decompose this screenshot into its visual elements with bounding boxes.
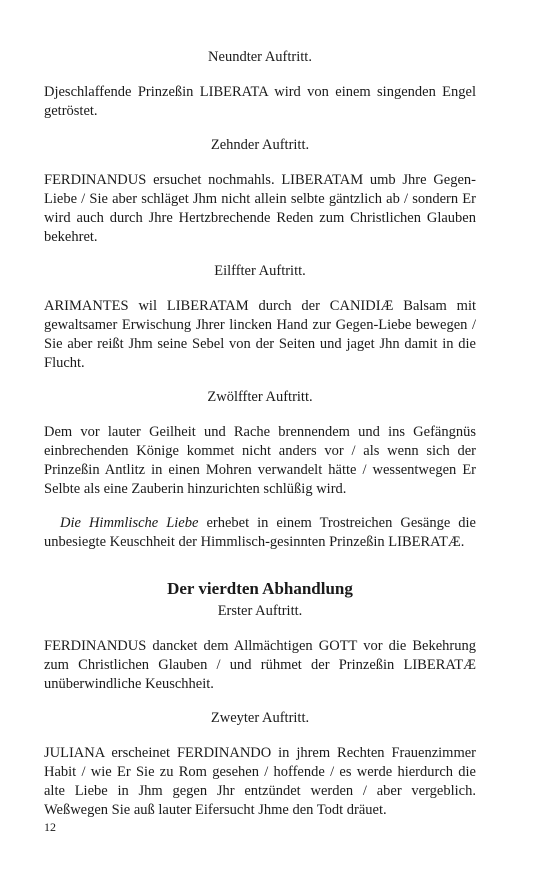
page-content [44, 48, 476, 820]
scene-heading-9: Neundter Auftritt. [208, 49, 312, 65]
scene-summary-12: Dem vor lauter Geilheit und Rache brennendem und ins Gefängnüs einbrechenden Könige kommet nicht anders vor / als wenn sich der Prinzeßin Antlitz in einen Mohren verwandelt hätte / wessentwegen Er Selbte als eine Zauberin hinzurichten schlüßig wird. [44, 424, 476, 497]
scene-summary-11: ARIMANTES wil LIBERATAM durch der CANIDIÆ Balsam mit gewaltsamer Erwischung Jhrer lincken Hand zur Gegen-Liebe bewegen / Sie aber reißt Jhm seine Sebel von der Seiten und jaget Jhn damit in die Flucht. [44, 298, 476, 371]
scene-summary-9: Djeschlaffende Prinzeßin LIBERATA wird von einem singenden Engel getröstet. [44, 84, 476, 119]
act4-scene-heading-2: Zweyter Auftritt. [210, 710, 310, 726]
act4-scene-heading-1: Erster Auftritt. [217, 603, 303, 619]
act4-scene-summary-2: JULIANA erscheinet FERDINANDO in jhrem Rechten Frauenzimmer Habit / wie Er Sie zu Rom gesehen / hoffende / es werde hierdurch die alte Liebe in Jhm gegen Jhr entzündet werden / aber vergeblich. Weßwegen Sie auß lauter Eifersucht Jhme den Todt dräuet. [44, 745, 476, 818]
act-heading: Der vierdten Abhandlung [167, 579, 353, 598]
closing-text: erhebet in einem Trostreichen Gesänge die unbesiegte Keuschheit der Himmlisch-gesinnten Prinzeßin LIBERATÆ. [44, 515, 476, 550]
page-number: 12 [44, 820, 56, 834]
act4-scene-summary-1: FERDINANDUS dancket dem Allmächtigen GOTT vor die Bekehrung zum Christlichen Glauben / und rühmet der Prinzeßin LIBERATÆ unüberwindliche Keuschheit. [44, 638, 476, 692]
scene-heading-11: Eilffter Auftritt. [214, 263, 306, 279]
closing-paragraph [44, 514, 476, 552]
closing-italic-lead: Die Himmlische Liebe [60, 515, 199, 531]
scene-heading-10: Zehnder Auftritt. [210, 137, 310, 153]
scene-heading-12: Zwölffter Auftritt. [207, 389, 313, 405]
scene-summary-10: FERDINANDUS ersuchet nochmahls. LIBERATAM umb Jhre Gegen-Liebe / Sie aber schläget Jhm nicht allein selbte gäntzlich ab / sondern Er wird auch durch Jhre Hertzbrechende Reden zum Christlichen Glauben bekehret. [44, 172, 476, 245]
